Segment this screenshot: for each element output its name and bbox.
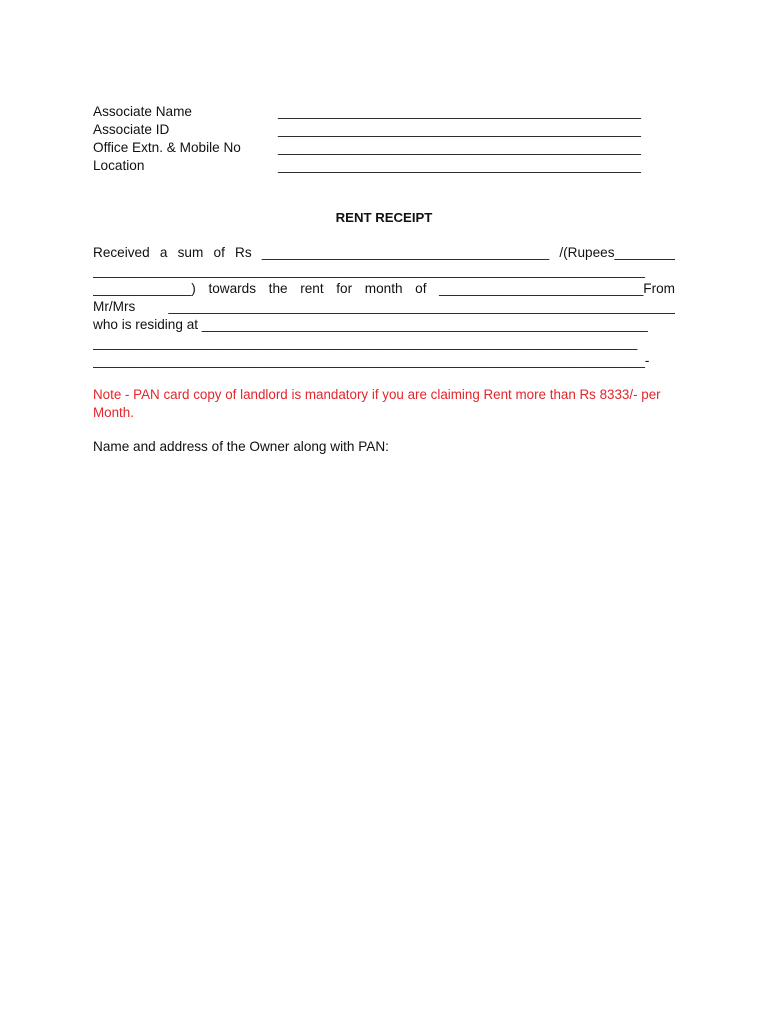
receipt-line-5: who is residing at ___________________________________________________________ — [93, 317, 648, 332]
receipt-line-6: ________________________________________________________________________ — [93, 335, 638, 350]
associate-id-label: Associate ID — [93, 122, 170, 137]
office-extn-mobile-line: ________________________________________________ — [278, 140, 641, 155]
office-extn-mobile-label: Office Extn. & Mobile No — [93, 140, 241, 155]
associate-name-line: ________________________________________________ — [278, 104, 641, 119]
associate-id-line: ________________________________________________ — [278, 122, 641, 137]
associate-name-label: Associate Name — [93, 104, 192, 119]
pan-note: Note - PAN card copy of landlord is mandatory if you are claiming Rent more than Rs 8333/- per Month. — [93, 387, 661, 420]
page-title: RENT RECEIPT — [335, 210, 433, 225]
receipt-line-4: Mr/Mrs ___________________________________________________________________ — [93, 299, 675, 314]
receipt-line-1: Received a sum of Rs ______________________________________ /(Rupees________ — [93, 245, 675, 260]
location-line: ________________________________________________ — [278, 158, 641, 173]
location-label: Location — [93, 158, 145, 173]
owner-details-label: Name and address of the Owner along with PAN: — [93, 439, 389, 454]
receipt-line-2: _________________________________________________________________________ — [93, 263, 645, 278]
receipt-line-3: _____________) towards the rent for month of ___________________________From — [93, 281, 675, 296]
receipt-line-7: _________________________________________________________________________- — [93, 353, 650, 368]
